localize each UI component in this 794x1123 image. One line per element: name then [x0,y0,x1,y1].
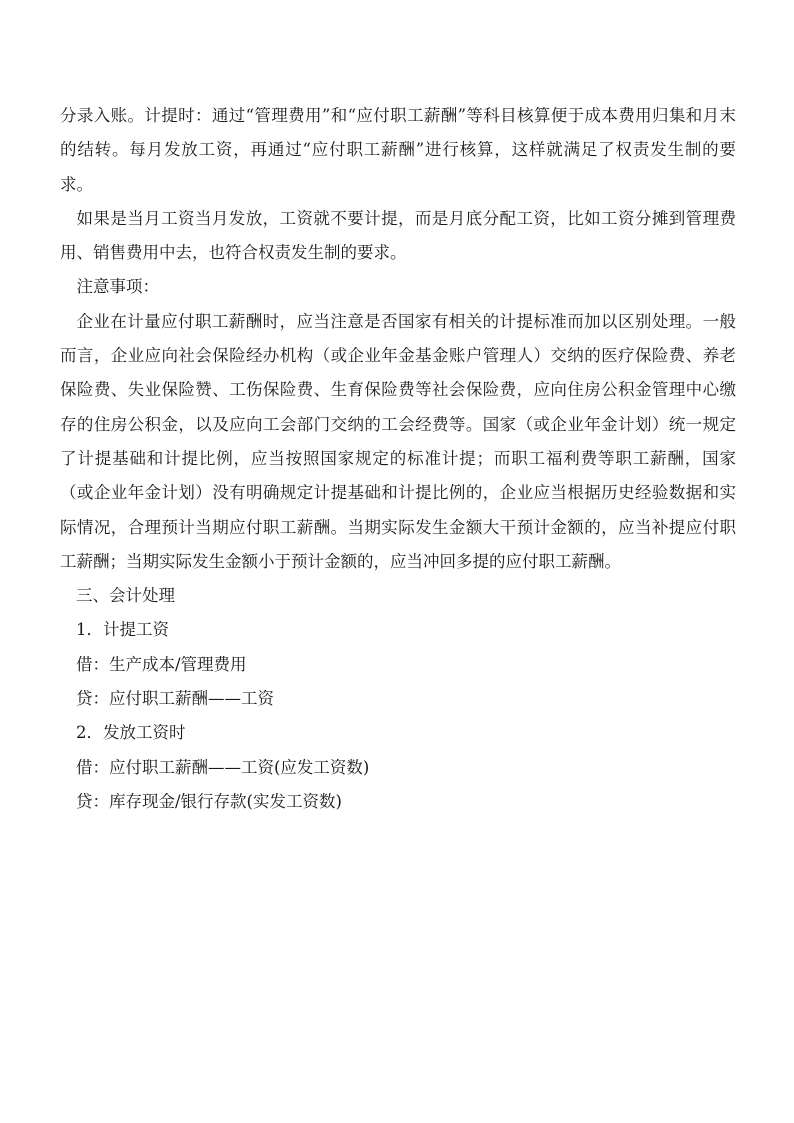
item-pay-wages-debit: 借：应付职工薪酬——工资(应发工资数) [76,757,370,777]
document-body [60,99,736,819]
paragraph-notes: 企业在计量应付职工薪酬时，应当注意是否国家有相关的计提标准而加以区别处理。一般而言，企业应向社会保险经办机构（或企业年金基金账户管理人）交纳的医疗保险费、养老保险费、失业保险赞、工伤保险费、生育保险费等社会保险费，应向住房公积金管理中心缴存的住房公积金，以及应向工会部门交纳的工会经费等。国家（或企业年金计划）统一规定了计提基础和计提比例，应当按照国家规定的标准计提；而职工福利费等职工薪酬，国家（或企业年金计划）没有明确规定计提基础和计提比例的，企业应当根据历史经验数据和实际情况，合理预计当期应付职工薪酬。当期实际发生金额大干预计金额的，应当补提应付职工薪酬；当期实际发生金额小于预计金额的，应当冲回多提的应付职工薪酬。 [60,311,736,571]
paragraph-continuation: 分录入账。计提时：通过“管理费用”和“应付职工薪酬”等科目核算便于成本费用归集和月末的结转。每月发放工资，再通过“应付职工薪酬”进行核算，这样就满足了权责发生制的要求。 [60,106,736,194]
item-accrue-wages-title: 1．计提工资 [76,620,169,640]
notes-heading: 注意事项： [76,277,159,297]
section-heading-accounting: 三、会计处理 [76,586,175,606]
item-accrue-wages-debit: 借：生产成本/管理费用 [76,654,247,674]
item-pay-wages-credit: 贷：库存现金/银行存款(实发工资数) [76,791,342,811]
item-pay-wages-title: 2．发放工资时 [76,723,186,743]
paragraph-monthly-payment: 如果是当月工资当月发放，工资就不要计提，而是月底分配工资，比如工资分摊到管理费用、销售费用中去，也符合权责发生制的要求。 [60,208,736,263]
item-accrue-wages-credit: 贷：应付职工薪酬——工资 [76,689,274,709]
